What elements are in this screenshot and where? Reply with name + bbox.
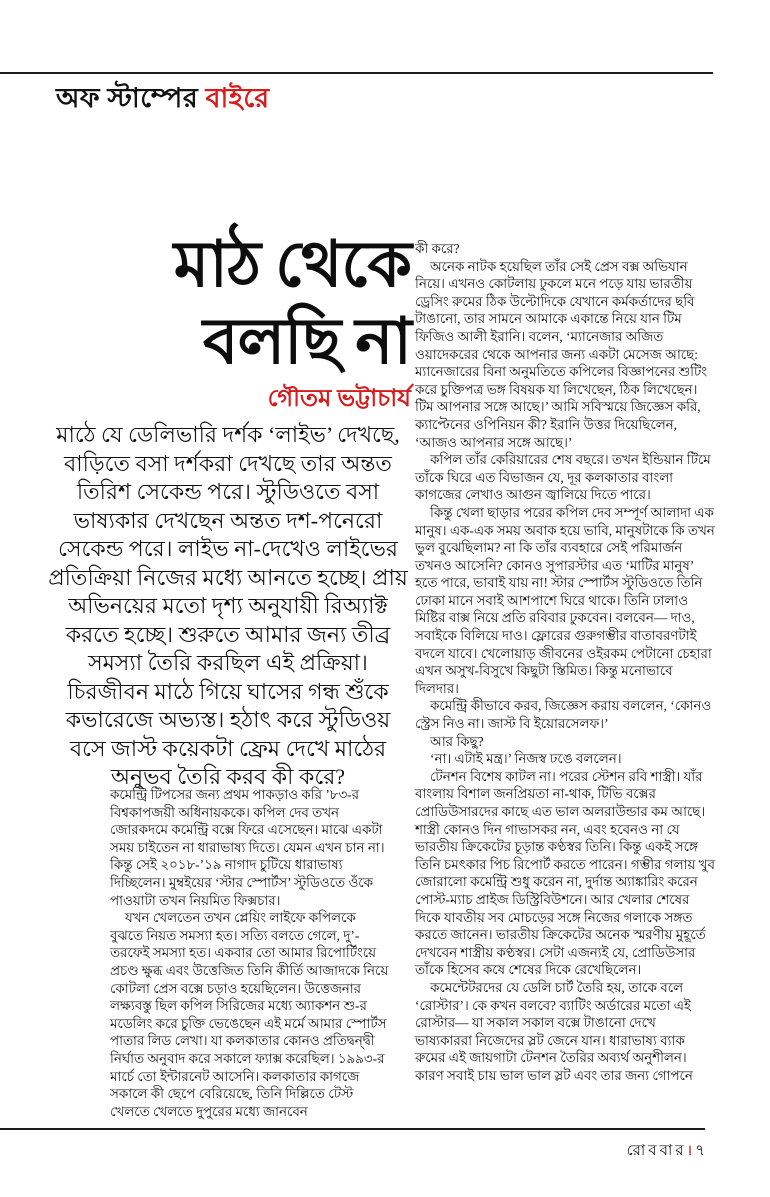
right-body-column bbox=[415, 240, 716, 1085]
right-paragraph-8: টেনশন বিশেষ কাটল না। পরের স্টেশন রবি শাস্ত্রী। যাঁর বাংলায় বিশাল জনপ্রিয়তা না-থাক, টিভি বক্সের প্রোডিউসারদের কাছে এত ভাল অলরাউন্ডার কম আছে। শাস্ত্রী কোনও দিন গাভাসকর নন, এবং হবেনও না যে ভারতীয় ক্রিকেটের চূড়ান্ত কণ্ঠস্বর তিনি। কিন্তু একই সঙ্গে তিনি চমৎকার পিচ রিপোর্ট করতে পারেন। গম্ভীর গলায় খুব জোরালো কমেন্ট্রি শুধু করেন না, দুর্দান্ত অ্যাঙ্কারিং করেন পোস্ট-ম্যাচ প্রাইজ ডিস্ট্রিবিউশনে। আর খেলার শেষের দিকে যাবতীয় সব মোচড়ের সঙ্গে নিজের গলাকে সঙ্গত করতে জানেন। ভারতীয় ক্রিকেটের অনেক স্মরণীয় মুহূর্তে দেখবেন শাস্ত্রীয় কণ্ঠস্বর। সেটা এজন্যই যে, প্রোডিউসার তাঁকে হিসেব কষে শেষের দিকে রেখেছিলেন। bbox=[415, 768, 715, 978]
article-headline bbox=[55, 226, 411, 380]
right-paragraph-4: কিন্তু খেলা ছাড়ার পরের কপিল দেব সম্পূর্ণ আলাদা এক মানুষ। এক-এক সময় অবাক হয়ে ভাবি, মানুষটাকে কি তখন ভুল বুঝেছিলাম? না কি তাঁর ব্যবহারে সেই পরিমার্জন তখনও আসেনি? কোনও সুপারস্টার এত ‘মাটির মানুষ’ হতে পারে, ভাবাই যায় না! স্টার স্পোর্টস স্টুডিওতে তিনি ঢোকা মানে সবাই আশপাশে ঘিরে থাকে। তিনি ঢালাও মিষ্টির বাক্স নিয়ে প্রতি রবিবার ঢুকবেন। বলবেন— দাও, সবাইকে বিলিয়ে দাও। ফ্লোরের গুরুগম্ভীর বাতাবরণটাই বদলে যাবে। খেলোয়াড় জীবনের ওইরকম পেটানো চেহারা এখন অসুখ-বিসুখে কিছুটা স্তিমিত। কিন্তু মনোভাবে দিলদার। bbox=[415, 504, 715, 696]
footer-separator: । bbox=[686, 1143, 694, 1159]
section-kicker bbox=[56, 78, 270, 123]
top-rule bbox=[0, 72, 713, 74]
right-paragraph-7: ‘না। এটাই মন্ত্র।’ নিজস্ব ঢঙে বললেন। bbox=[430, 751, 622, 767]
right-paragraph-3: কপিল তাঁর কেরিয়ারের শেষ বছরে। তখন ইন্ডিয়ান টিমে তাঁকে ঘিরে এত বিভাজন যে, দূর কলকাতার বাংলা কাগজের লেখাও আগুন জ্বালিয়ে দিতে পারে। bbox=[415, 452, 711, 503]
headline-line-1: মাঠ থেকে bbox=[173, 229, 411, 300]
bottom-rule bbox=[0, 1128, 705, 1130]
left-body-column bbox=[110, 786, 391, 1120]
headline-line-2: বলছি না bbox=[202, 306, 411, 377]
footer-publication-name: রোববার bbox=[626, 1143, 687, 1159]
standfirst: মাঠে যে ডেলিভারি দর্শক ‘লাইভ’ দেখছে, বাড়িতে বসা দর্শকরা দেখছে তার অন্তত তিরিশ সেকেন্ড পরে। স্টুডিওতে বসা ভাষ্যকার দেখছেন অন্তত দশ-পনেরো সেকেন্ড পরে। লাইভ না-দেখেও লাইভের প্রতিক্রিয়া নিজের মধ্যে আনতে হচ্ছে। প্রায় অভিনয়ের মতো দৃশ্য অনুযায়ী রিঅ্যাক্ট করতে হচ্ছে। শুরুতে আমার জন্য তীব্র সমস্যা তৈরি করছিল এই প্রক্রিয়া। চিরজীবন মাঠে গিয়ে ঘাসের গন্ধ শুঁকে কভারেজে অভ্যস্ত। হঠাৎ করে স্টুডিওয় বসে জাস্ট কয়েকটা ফ্রেম দেখে মাঠের অনুভব তৈরি করব কী করে? bbox=[48, 422, 408, 789]
page-footer bbox=[415, 1139, 705, 1164]
left-paragraph-2: যখন খেলতেন তখন প্লেয়িং লাইফে কপিলকে বুঝতে নিয়ত সমস্যা হত। সত্যি বলতে গেলে, দু’-তরফেই সমস্যা হত। একবার তো আমার রিপোর্টিংয়ে প্রচণ্ড ক্ষুব্ধ এবং উত্তেজিত তিনি কীর্তি আজাদকে নিয়ে কোটলা প্রেস বক্সে চড়াও হয়েছিলেন। উত্তেজনার লক্ষ্যবস্তু ছিল কপিল সিরিজের মধ্যে অ্যাকশন শু-র মডেলিং করে চুক্তি ভেঙেছেন এই মর্মে আমার স্পোর্টস পাতার লিড লেখা। যা কলকাতার কোনও প্রতিদ্বন্দ্বী নির্ঘাত অনুবাদ করে সকালে ফ্যাক্স করেছিল। ১৯৯৩-র মার্চে তো ইন্টারনেট আসেনি। কলকাতার কাগজে সকালে কী ছেপে বেরিয়েছে, তিনি দিল্লিতে টেস্ট খেলতে খেলতে দুপুরের মধ্যে জানবেন bbox=[110, 910, 389, 1119]
right-paragraph-1: কী করে? bbox=[415, 241, 460, 256]
right-paragraph-6: আর কিছু? bbox=[430, 733, 484, 749]
footer-page-number: ৭ bbox=[695, 1143, 705, 1159]
right-paragraph-2: অনেক নাটক হয়েছিল তাঁর সেই প্রেস বক্স অভিযান নিয়ে। এখনও কোটলায় ঢুকলে মনে পড়ে যায় ভারতীয় ড্রেসিং রুমের ঠিক উল্টোদিকে যেখানে কর্মকর্তাদের ছবি টাঙানো, তার সামনে আমাকে একান্তে নিয়ে যান টিম ফিজিও আলী ইরানি। বলেন, ‘ম্যানেজার অজিত ওয়াদেকরের থেকে আপনার জন্য একটা মেসেজ আছে: ম্যানেজারের বিনা অনুমতিতে কপিলের বিজ্ঞাপনের শুটিং করে চুক্তিপত্র ভঙ্গ বিষয়ক যা লিখেছেন, ঠিক লিখেছেন। টিম আপনার সঙ্গে আছে।’ আমি সবিস্ময়ে জিজ্ঞেস করি, ক্যাপ্টেনের ওপিনিয়ন কী? ইরানি উত্তর দিয়েছিলেন, ‘আজও আপনার সঙ্গে আছে।’ bbox=[415, 258, 708, 450]
kicker-black-text: অফ স্টাম্পের bbox=[56, 83, 199, 113]
kicker-red-text: বাইরে bbox=[205, 83, 270, 113]
author-byline: গৌতম ভট্টাচার্য bbox=[267, 386, 411, 412]
left-paragraph-1: কমেন্ট্রি টিপসের জন্য প্রথম পাকড়াও করি ’৮৩-র বিশ্বকাপজয়ী অধিনায়ককে। কপিল দেব তখন জোরকদমে কমেন্ট্রি বক্সে ফিরে এসেছেন। মাঝে একটা সময় চাইতেন না ধারাভাষ্য দিতে। যেমন এখন চান না। কিন্তু সেই ২০১৮-’১৯ নাগাদ চুটিয়ে ধারাভাষ্য দিচ্ছিলেন। মুম্বইয়ের ‘স্টার স্পোর্টস’ স্টুডিওতে ওঁকে পাওয়াটা তখন নিয়মিত ফিক্সচার। bbox=[110, 787, 385, 908]
right-paragraph-5: কমেন্ট্রি কীভাবে করব, জিজ্ঞেস করায় বললেন, ‘কোনও স্ট্রেস নিও না। জাস্ট বি ইয়োরসেলফ।’ bbox=[415, 698, 712, 732]
right-paragraph-9: কমেন্টেটরদের যে ডেলি চার্ট তৈরি হয়, তাকে বলে ‘রোস্টার’। কে কখন বলবে? ব্যাটিং অর্ডারের মতো এই রোস্টার— যা সকাল সকাল বক্সে টাঙানো দেখে ভাষ্যকাররা নিজেদের স্লট জেনে যান। ধারাভাষ্য ব্যাক রুমের এই জায়গাটা টেনশন তৈরির অব্যর্থ অনুশীলন। কারণ সবাই চায় ভাল ভাল স্লট এবং তার জন্য গোপনে bbox=[415, 979, 693, 1083]
